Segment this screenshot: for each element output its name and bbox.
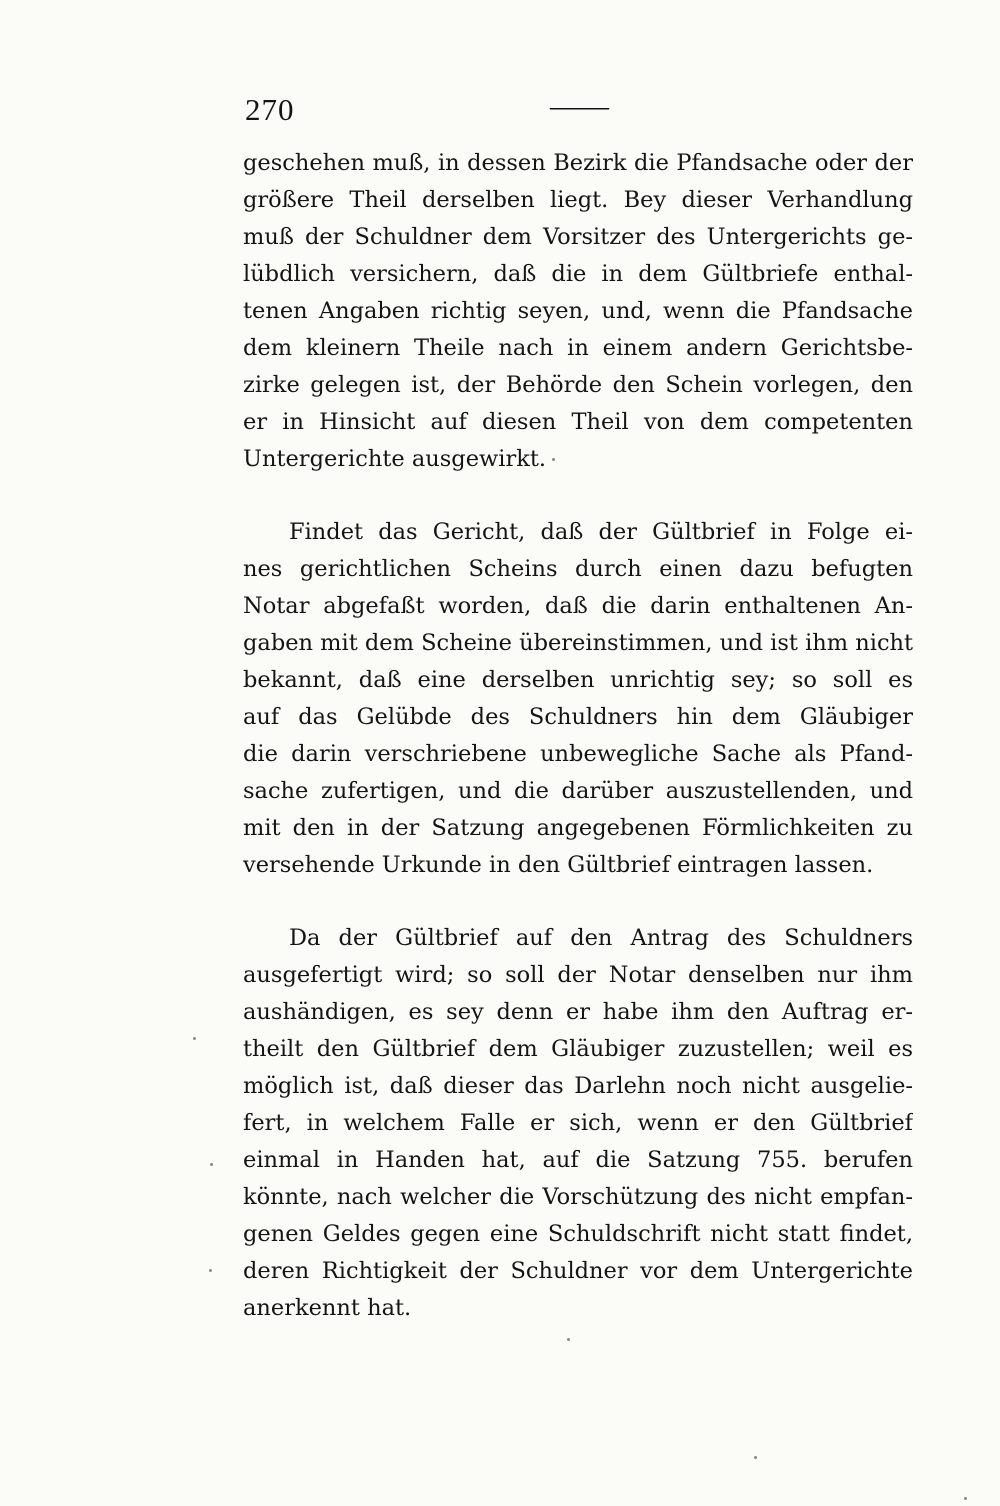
page-header (245, 88, 915, 132)
text-line: die darin verschriebene unbewegliche Sache als Pfand- (243, 741, 913, 767)
text-line: zirke gelegen ist, der Behörde den Schein vorlegen, den (243, 372, 913, 398)
paragraph-gap (243, 884, 913, 920)
paragraph-2 (243, 514, 913, 884)
paper-speck (209, 1269, 212, 1272)
text-line: Untergerichte ausgewirkt. (243, 446, 547, 472)
text-line: er in Hinsicht auf diesen Theil von dem competenten (243, 409, 913, 435)
text-line: bekannt, daß eine derselben unrichtig sey; so soll es (243, 667, 913, 693)
text-line: könnte, nach welcher die Vorschützung des nicht empfan- (243, 1184, 913, 1210)
text-line: dem kleinern Theile nach in einem andern Gerichtsbe- (243, 335, 913, 361)
text-line: mit den in der Satzung angegebenen Förmlichkeiten zu (243, 815, 913, 841)
paper-speck (754, 1456, 757, 1459)
text-line: gaben mit dem Scheine übereinstimmen, und ist ihm nicht (243, 630, 913, 656)
text-line: einmal in Handen hat, auf die Satzung 755. berufen (243, 1147, 913, 1173)
paragraph-1 (243, 145, 913, 478)
paper-speck (552, 458, 555, 461)
paper-speck (567, 1338, 570, 1341)
text-line: Findet das Gericht, daß der Gültbrief in Folge ei- (289, 519, 913, 545)
text-line: Da der Gültbrief auf den Antrag des Schuldners (289, 925, 913, 951)
paragraph-gap (243, 478, 913, 514)
paragraph-3 (243, 920, 913, 1327)
text-line: lübdlich versichern, daß die in dem Gültbriefe enthal- (243, 261, 913, 287)
text-line: muß der Schuldner dem Vorsitzer des Untergerichts ge- (243, 224, 913, 250)
paper-speck (193, 1037, 196, 1040)
text-line: größere Theil derselben liegt. Bey dieser Verhandlung (243, 187, 913, 213)
text-line: fert, in welchem Falle er sich, wenn er den Gültbrief (243, 1110, 913, 1136)
header-rule-mark: —— (550, 88, 606, 123)
body-text (243, 145, 913, 1327)
paper-speck (210, 1163, 213, 1166)
text-line: nes gerichtlichen Scheins durch einen dazu befugten (243, 556, 913, 582)
text-line: geschehen muß, in dessen Bezirk die Pfandsache oder der (243, 150, 913, 176)
text-line: tenen Angaben richtig seyen, und, wenn die Pfandsache (243, 298, 913, 324)
text-line: versehende Urkunde in den Gültbrief eintragen lassen. (243, 852, 874, 878)
text-line: aushändigen, es sey denn er habe ihm den Auftrag er- (243, 999, 913, 1025)
page-number: 270 (245, 92, 295, 127)
text-line: ausgefertigt wird; so soll der Notar denselben nur ihm (243, 962, 913, 988)
text-line: theilt den Gültbrief dem Gläubiger zuzustellen; weil es (243, 1036, 913, 1062)
text-line: auf das Gelübde des Schuldners hin dem Gläubiger (243, 704, 913, 730)
text-line: deren Richtigkeit der Schuldner vor dem Untergerichte (243, 1258, 913, 1284)
text-line: anerkennt hat. (243, 1295, 412, 1321)
text-line: sache zufertigen, und die darüber auszustellenden, und (243, 778, 913, 804)
text-line: genen Geldes gegen eine Schuldschrift nicht statt findet, (243, 1221, 913, 1247)
text-line: möglich ist, daß dieser das Darlehn noch nicht ausgelie- (243, 1073, 913, 1099)
text-line: Notar abgefaßt worden, daß die darin enthaltenen An- (243, 593, 913, 619)
paper-speck (964, 1497, 967, 1500)
